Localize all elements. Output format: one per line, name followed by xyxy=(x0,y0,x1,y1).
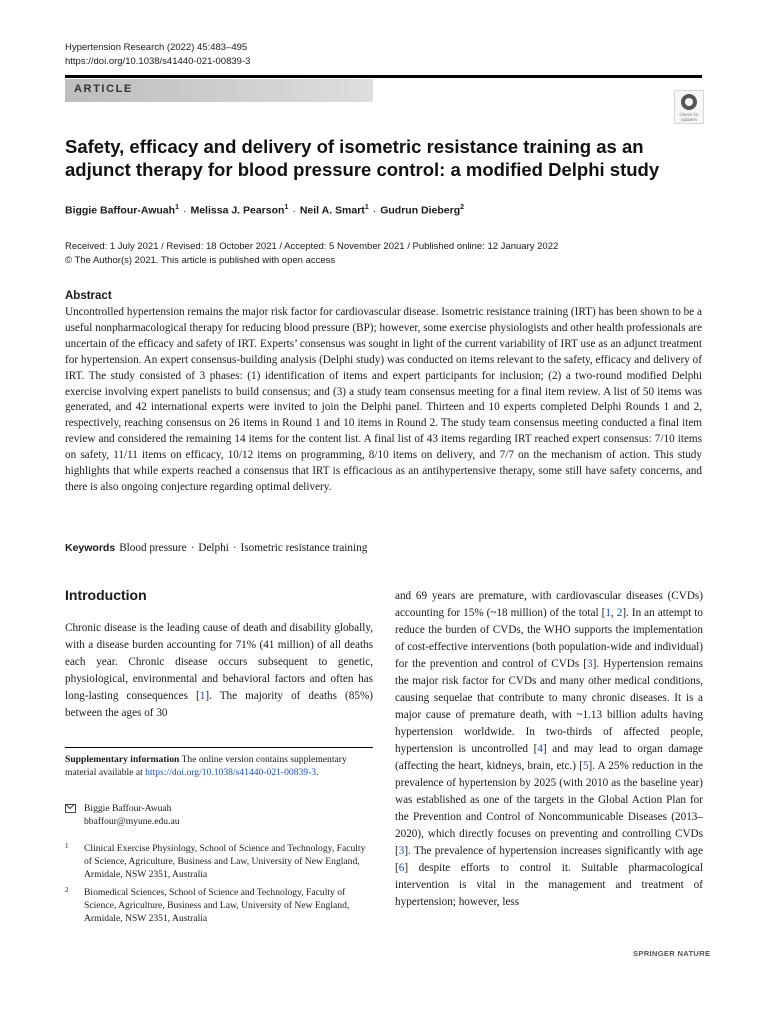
crossmark-ring xyxy=(681,94,697,110)
abstract-heading: Abstract xyxy=(65,290,112,302)
doi-link[interactable]: https://doi.org/10.1038/s41440-021-00839-3 xyxy=(65,56,251,67)
crossmark-label: Check for updates xyxy=(679,112,699,122)
author-affiliation-mark: 2 xyxy=(460,204,465,211)
citation-link[interactable]: 4 xyxy=(537,743,543,755)
history-dates: Received: 1 July 2021 / Revised: 18 October 2021 / Accepted: 5 November 2021 / Published online: 12 January 2022 xyxy=(65,241,559,252)
paragraph-text: Chronic disease is the leading cause of death and disability globally, with a disease burden accounting for 71% (41 million) of all deaths each year. Chronic disease occurs subsequent to genetic, physiological, environmental and behavioral factors and often has long-lasting consequences [ xyxy=(65,622,373,702)
crossmark-icon[interactable] xyxy=(674,90,704,124)
introduction-column-2 xyxy=(395,588,703,911)
introduction-heading: Introduction xyxy=(65,587,147,603)
paragraph-text: and 69 years are premature, with cardiovascular diseases (CVDs) accounting for 15% (~18 million) of the total [ xyxy=(395,590,703,619)
article-type-label: ARTICLE xyxy=(74,83,133,95)
paragraph-text: ]. Hypertension remains the major risk factor for CVDs and many other medical conditions, causing sequelae that contribute to many chronic diseases. It is a major cause of premature death, with ~1.13 billion adults having hypertension worldwide. In two-thirds of affected people, hypertension is uncontrolled [ xyxy=(395,658,703,755)
abstract-text: Uncontrolled hypertension remains the major risk factor for cardiovascular disease. Isometric resistance training (IRT) has been shown to be a useful nonpharmacological therapy for reducing blood pressure (BP); however, some exercise physiologists and other health professionals are uncertain of the efficacy and safety of IRT. Experts’ consensus was sought in light of the current variability of IRT use as an adjunct treatment for hypertension. An expert consensus-building analysis (Delphi study) was conducted on items relevant to the safety, efficacy and delivery of IRT. The study consisted of 3 phases: (1) identification of items and expert participants for inclusion; (2) a two-round modified Delphi exercise involving expert panelists to build consensus; and (3) a study team consensus meeting for a final item review. A list of 50 items was generated, and 42 international experts were invited to join the Delphi panel. Thirteen and 10 experts completed Delphi Rounds 1 and 2, respectively, reaching consensus on 26 items in Round 1 and 10 items in Round 2. The study team consensus meeting conducted a final item review and considered the remaining 14 items for the content list. A final list of 43 items regarding IRT reached expert consensus: 7/10 items on safety, 11/11 items on efficacy, 10/12 items on programming, 8/10 items on delivery, and 7/7 on the mechanism of action. This study highlights that while experts reached a consensus that IRT is efficacious as an antihypertensive therapy, some still have safety concerns, and there is also ongoing conjecture regarding optimal delivery. xyxy=(65,306,702,493)
citation-link[interactable]: 3 xyxy=(587,658,593,670)
citation-link[interactable]: 3 xyxy=(398,845,405,857)
footnote-rule xyxy=(65,747,373,748)
author-separator: · xyxy=(292,204,296,217)
citation-link[interactable]: 1 xyxy=(199,690,206,702)
paragraph-text: ]. A 25% reduction in the prevalence of hypertension by 2025 (with 2010 as the baseline year) was established as one of the targets in the Global Action Plan for the Prevention and Control of Noncommunicable Diseases (2013–2020), which directly focuses on preventing and controlling CVDs [ xyxy=(395,760,703,857)
affiliation-number: 2 xyxy=(65,886,69,894)
keyword: Delphi xyxy=(198,542,229,554)
journal-citation: Hypertension Research (2022) 45:483–495 xyxy=(65,42,248,53)
introduction-paragraph xyxy=(65,620,373,722)
paragraph-text: ] despite efforts to control it. Suitable pharmacological intervention is vital in the management and treatment of hypertension; however, less xyxy=(395,862,703,908)
supplementary-label: Supplementary information xyxy=(65,754,180,765)
envelope-icon xyxy=(65,804,76,813)
keywords-label: Keywords xyxy=(65,542,116,554)
citation-link[interactable]: 6 xyxy=(398,862,405,874)
author-name[interactable]: Gudrun Dieberg xyxy=(380,204,461,217)
publisher-logo: SPRINGER NATURE xyxy=(633,949,711,958)
author-list xyxy=(65,204,705,217)
header-rule xyxy=(65,75,702,78)
author-separator: · xyxy=(182,204,187,217)
author-name[interactable]: Neil A. Smart xyxy=(299,204,365,217)
paragraph-text: ]. In an attempt to reduce the burden of CVDs, the WHO supports the implementation of cost-effective interventions (both population-wide and individual) for the prevention and control of CVDs [ xyxy=(395,607,704,670)
corresponding-email[interactable]: bbaffour@myune.edu.au xyxy=(84,816,180,827)
supplementary-text: The online version contains supplementary material available at xyxy=(65,754,347,778)
corresponding-author: Biggie Baffour-Awuah xyxy=(84,803,172,814)
author-affiliation-mark: 1 xyxy=(284,204,289,211)
author-affiliation-mark: 1 xyxy=(364,204,369,211)
keyword-separator: · xyxy=(190,542,195,554)
supplementary-link[interactable]: https://doi.org/10.1038/s41440-021-00839-3 xyxy=(145,767,317,778)
citation-separator: , xyxy=(610,607,617,619)
affiliation-text: Clinical Exercise Physiology, School of Science and Technology, Faculty of Science, Agriculture, Business and Law, University of New England, Armidale, NSW 2351, Australia xyxy=(84,843,366,880)
copyright-notice: © The Author(s) 2021. This article is published with open access xyxy=(65,255,336,266)
keyword: Blood pressure xyxy=(119,542,187,554)
citation-link[interactable]: 5 xyxy=(582,760,589,772)
citation-link[interactable]: 1 xyxy=(605,607,611,619)
affiliation-text: Biomedical Sciences, School of Science and Technology, Faculty of Science, Agriculture, Business and Law, University of New England, Armidale, NSW 2351, Australia xyxy=(84,887,350,924)
keyword: Isometric resistance training xyxy=(240,542,368,554)
paragraph-text: ] and may lead to organ damage (affecting the heart, kidneys, brain, etc.) [ xyxy=(395,743,703,772)
paragraph-text: ]. The prevalence of hypertension increases significantly with age [ xyxy=(395,845,703,874)
citation-link[interactable]: 2 xyxy=(616,607,623,619)
keyword-separator: · xyxy=(232,542,237,554)
author-affiliation-mark: 1 xyxy=(175,204,179,211)
supplementary-end: . xyxy=(316,767,319,778)
supplementary-information xyxy=(65,753,373,779)
keywords xyxy=(65,542,702,554)
author-name[interactable]: Biggie Baffour-Awuah xyxy=(65,204,176,217)
correspondence xyxy=(65,802,373,828)
paragraph-text: ]. The majority of deaths (85%) between the ages of 30 xyxy=(65,690,373,719)
author-separator: · xyxy=(372,204,377,217)
publication-dates xyxy=(65,240,705,268)
author-name[interactable]: Melissa J. Pearson xyxy=(190,204,285,217)
journal-header xyxy=(65,41,250,69)
affiliation-number: 1 xyxy=(65,842,69,850)
article-title: Safety, efficacy and delivery of isometric resistance training as an adjunct therapy for blood pressure control: a modified Delphi study xyxy=(65,136,660,180)
